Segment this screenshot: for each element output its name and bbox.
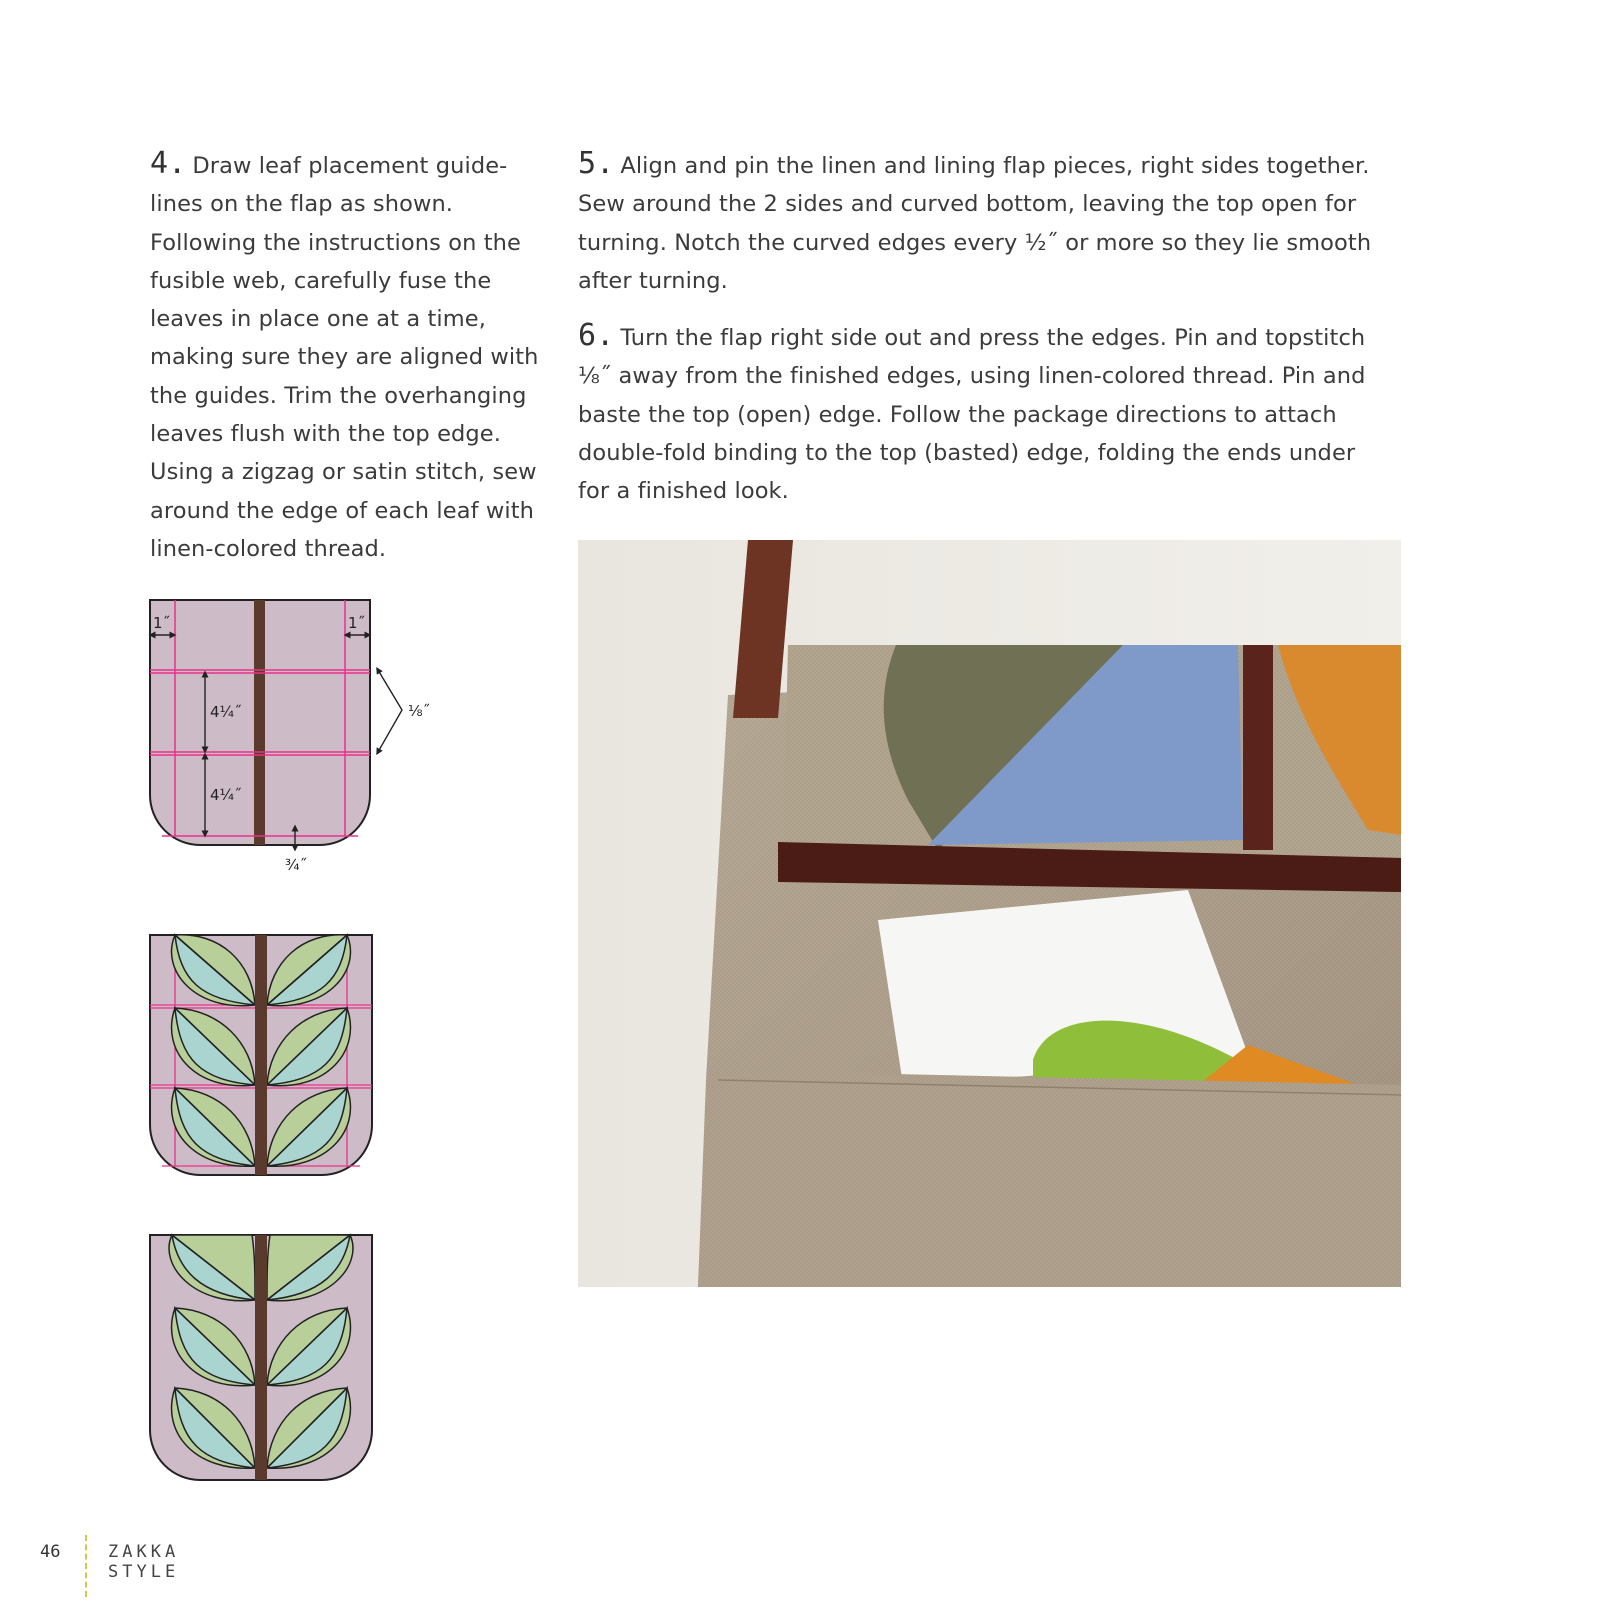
step-6-line-1 [578,317,1408,357]
step-5 [578,145,1408,300]
step-4-line: linen-colored thread. [150,535,387,562]
bag-photo [578,540,1401,1287]
step-4-line: Following the instructions on the [150,229,521,256]
guideline-diagram [140,590,440,890]
leaves-with-guides-diagram [140,920,390,1190]
step-4-line: the guides. Trim the overhanging [150,382,527,409]
step-4 [150,145,545,568]
step-4-line: leaves flush with the top edge. [150,421,501,448]
stem [255,935,267,1175]
step-5-text: Align and pin the linen and lining flap pieces, right sides together. [620,153,1370,179]
step-4-text: Draw leaf placement guide- [192,153,508,179]
step-5-number: 5. [578,146,615,181]
step-5-line: after turning. [578,267,728,294]
step-5-line: turning. Notch the curved edges every ½˝ or more so they lie smooth [578,229,1372,256]
step-5-line-1 [578,145,1408,185]
step-4-line-1 [150,145,545,185]
finished-leaves-diagram [140,1225,390,1495]
dim-left-margin: 1˝ [153,614,171,632]
dim-edge-offset: ⅛˝ [408,702,431,720]
step-6-text: Turn the flap right side out and press the edges. Pin and topstitch [620,325,1366,351]
dim-right-margin: 1˝ [348,614,366,632]
step-6-line: baste the top (open) edge. Follow the package directions to attach [578,401,1337,428]
step-4-line: around the edge of each leaf with [150,497,534,524]
page-number: 46 [40,1542,61,1562]
dim-row-1: 4¼˝ [210,703,242,721]
flap-binding-vertical [1243,645,1273,850]
step-4-line: making sure they are aligned with [150,344,539,371]
step-4-line: Using a zigzag or satin stitch, sew [150,459,537,486]
footer-divider [85,1535,87,1597]
step-6-line: for a finished look. [578,478,789,505]
step-6 [578,317,1408,510]
step-6-line: ⅛˝ away from the finished edges, using linen-colored thread. Pin and [578,363,1366,390]
stem [254,600,265,845]
dim-bottom-gap: ¾˝ [285,856,308,874]
step-5-line: Sew around the 2 sides and curved bottom, leaving the top open for [578,191,1357,218]
book-title: ZAKKA STYLE [108,1542,180,1582]
step-4-line: lines on the flap as shown. [150,191,454,218]
step-4-number: 4. [150,146,187,181]
step-6-line: double-fold binding to the top (basted) edge, folding the ends under [578,439,1356,466]
step-4-line: fusible web, carefully fuse the [150,267,492,294]
stem [255,1235,267,1480]
dim-row-2: 4¼˝ [210,786,242,804]
step-6-number: 6. [578,318,615,353]
step-4-line: leaves in place one at a time, [150,306,486,333]
